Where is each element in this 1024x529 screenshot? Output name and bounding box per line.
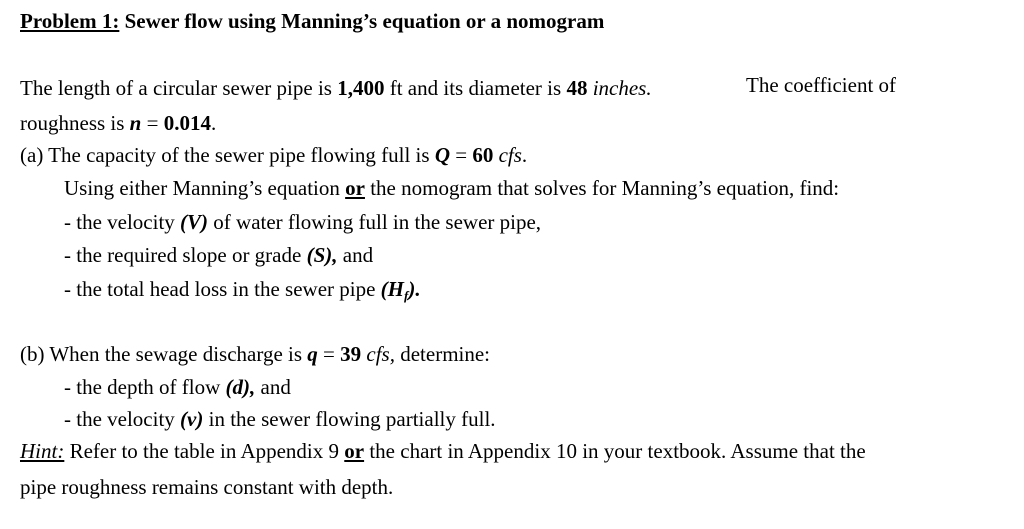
intro-line-2: roughness is n = 0.014. <box>20 111 217 135</box>
discharge-symbol: q <box>307 342 318 366</box>
problem-number: Problem 1: <box>20 9 120 33</box>
intro-line-1-tail: The coefficient of <box>746 73 897 97</box>
n-value: 0.014 <box>163 111 211 135</box>
part-b-item-depth: - the depth of flow (d), and <box>64 375 291 399</box>
or-emphasis: or <box>345 176 365 200</box>
intro-line-1: The length of a circular sewer pipe is 1,400 ft and its diameter is 48 inches. <box>20 76 652 100</box>
discharge-unit: cfs, <box>366 342 395 366</box>
diameter-unit: inches. <box>592 76 652 100</box>
hint-label: Hint: <box>20 439 65 463</box>
capacity-value: 60 <box>472 143 494 167</box>
part-a-item-velocity: - the velocity (V) of water flowing full in the sewer pipe, <box>64 210 542 234</box>
part-a-item-headloss: - the total head loss in the sewer pipe $(H_f)$. <box>64 277 421 303</box>
capacity-unit: cfs <box>498 143 522 167</box>
pipe-diameter: 48 <box>566 76 588 100</box>
hint-line-1: Hint: Refer to the table in Appendix 9 or the chart in Appendix 10 in your textbook. Assume that the <box>20 439 866 463</box>
part-a-item-slope: - the required slope or grade (S), and <box>64 243 374 267</box>
problem-title <box>20 8 604 34</box>
part-a-statement: (a) The capacity of the sewer pipe flowing full is Q = 60 cfs. <box>20 143 528 167</box>
part-a-instruction: Using either Manning’s equation or the nomogram that solves for Manning’s equation, find: <box>64 176 840 200</box>
part-b-statement: (b) When the sewage discharge is q = 39 cfs, determine: <box>20 342 491 366</box>
pipe-length: 1,400 <box>337 76 385 100</box>
capacity-symbol: Q <box>434 143 450 167</box>
n-symbol: n <box>129 111 142 135</box>
problem-title-text: Sewer flow using Manning’s equation or a nomogram <box>119 9 605 33</box>
discharge-value: 39 <box>340 342 362 366</box>
hint-or-emphasis: or <box>344 439 365 463</box>
hint-line-2: pipe roughness remains constant with depth. <box>20 475 394 499</box>
part-b-item-velocity: - the velocity (v) in the sewer flowing partially full. <box>64 407 496 431</box>
